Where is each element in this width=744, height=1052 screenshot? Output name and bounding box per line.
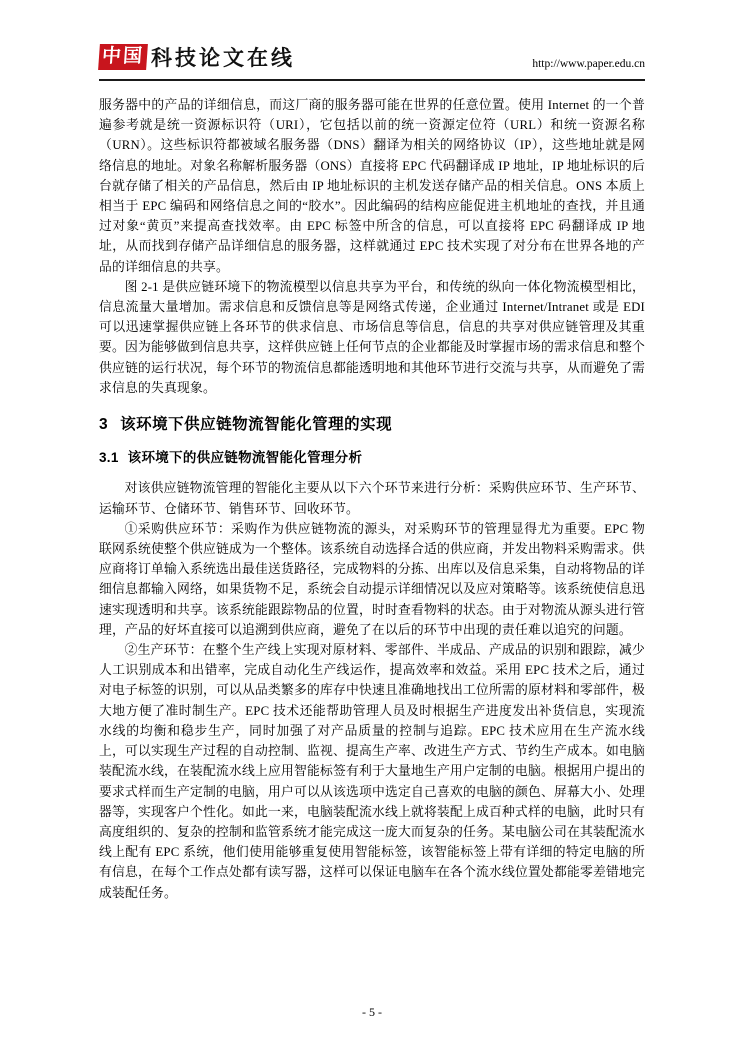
section-number: 3 (99, 416, 109, 434)
paragraph: 图 2-1 是供应链环境下的物流模型以信息共享为平台，和传统的纵向一体化物流模型相比，信息流量大量增加。需求信息和反馈信息等是网络式传递，企业通过 Internet/Intranet 或是 EDI 可以迅速掌握供应链上各环节的供求信息、市场信息等信息，信息的共享对供应链管理及其重要。因为能够做到信息共享，这样供应链上任何节点的企业都能及时掌握市场的需求信息和整个供应链的运行状况，每个环节的物流信息都能透明地和其他环节进行交流与共享，从而避免了需求信息的失真现象。 (99, 279, 645, 395)
logo-cn-mark: 中国 (98, 44, 148, 70)
paragraph: 对该供应链物流管理的智能化主要从以下六个环节来进行分析：采购供应环节、生产环节、运输环节、仓储环节、销售环节、回收环节。 (99, 481, 645, 516)
paragraph: ②生产环节：在整个生产线上实现对原材料、零部件、半成品、产成品的识别和跟踪，减少人工识别成本和出错率，完成自动化生产线运作，提高效率和效益。采用 EPC 技术之后，通过对电子标签的识别，可以从品类繁多的库存中快速且准确地找出工位所需的原材料和零部件，极大地方便了准时制生产。EPC 技术还能帮助管理人员及时根据生产进度发出补货信息，实现流水线的均衡和稳步生产，同时加强了对产品质量的控制与追踪。EPC 技术应用在生产流水线上，可以实现生产过程的自动控制、监视、提高生产率、改进生产方式、节约生产成本。如电脑装配流水线，在装配流水线上应用智能标签有利于大量地生产用户定制的电脑。根据用户提出的要求式样而生产定制的电脑，用户可以从该选项中选定自己喜欢的电脑的颜色、屏幕大小、处理器等，实现客户个性化。如此一来，电脑装配流水线上就将装配上成百种式样的电脑，此时只有高度组织的、复杂的控制和监管系统才能完成这一庞大而复杂的任务。某电脑公司在其装配流水线上配有 EPC 系统，他们使用能够重复使用智能标签，该智能标签上带有详细的特定电脑的所有信息，在每个工作点处都有读写器，这样可以保证电脑车在各个流水线位置处都能零差错地完成装配任务。 (99, 643, 645, 900)
section-title: 该环境下供应链物流智能化管理的实现 (120, 416, 393, 434)
page-footer (0, 1005, 744, 1020)
site-logo (99, 42, 295, 72)
paragraph: ①采购供应环节：采购作为供应链物流的源头，对采购环节的管理显得尤为重要。EPC 物联网系统使整个供应链成为一个整体。该系统自动选择合适的供应商，并发出物料采购需求。供应商将订单输入系统选出最佳送货路径，完成物料的分拣、出库以及信息采集，自动将物品的详细信息都输入网络，如果货物不足，系统会自动提示详细情况以及应对策略等。该系统使信息迅速实现透明和共享。该系统能跟踪物品的位置，时时查看物料的状态。由于对物流从源头进行管理，产品的好坏直接可以追溯到供应商，避免了在以后的环节中出现的责任难以追究的问题。 (99, 521, 645, 637)
header-url[interactable]: http://www.paper.edu.cn (532, 58, 645, 70)
subsection-number: 3.1 (99, 450, 119, 466)
subsection-heading (99, 448, 645, 468)
document-body (99, 95, 645, 903)
page-number: - 5 - (362, 1005, 382, 1019)
logo-brand-text: 科技论文在线 (151, 47, 296, 70)
section-heading (99, 415, 645, 435)
paragraph-continuation: 服务器中的产品的详细信息，而这厂商的服务器可能在世界的任意位置。使用 Internet 的一个普遍参考就是统一资源标识符（URI），它包括以前的统一资源定位符（URL）和统一资源名称（URN）。这些标识符都被域名服务器（DNS）翻译为相关的网络协议（IP），这些地址就是网络信息的地址。对象名称解析服务器（ONS）直接将 EPC 代码翻译成 IP 地址，IP 地址标识的后台就存储了相关的产品信息，然后由 IP 地址标识的主机发送存储产品的相关信息。ONS 本质上相当于 EPC 编码和网络信息之间的“胶水”。因此编码的结构应能促进主机地址的查找，并且通过对象“黄页”来提高查找效率。由 EPC 标签中所含的信息，可以直接将 EPC 码翻译成 IP 地址，从而找到存储产品详细信息的服务器，这样就通过 EPC 技术实现了对分布在世界各地的产品的详细信息的共享。 (99, 98, 645, 274)
subsection-title: 该环境下的供应链物流智能化管理分析 (127, 450, 363, 466)
page-header (99, 42, 645, 81)
